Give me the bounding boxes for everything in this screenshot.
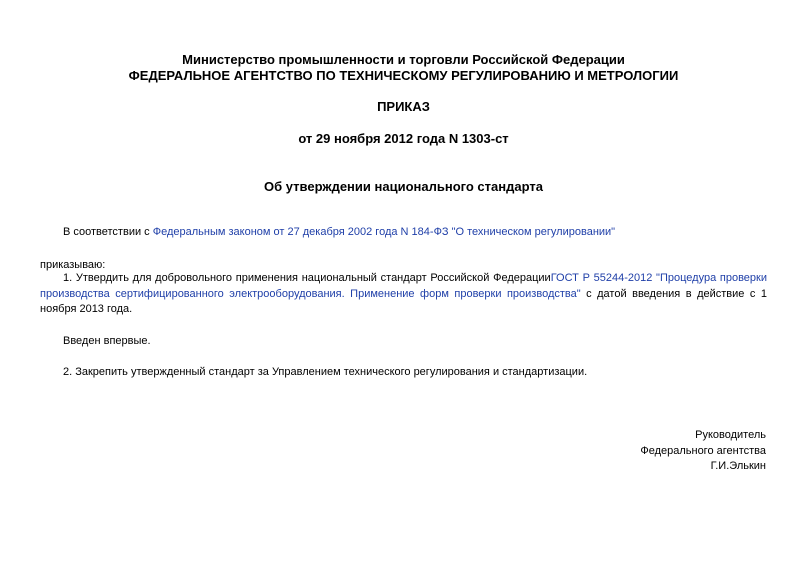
agency-heading: ФЕДЕРАЛЬНОЕ АГЕНТСТВО ПО ТЕХНИЧЕСКОМУ РЕГУЛИРОВАНИЮ И МЕТРОЛОГИИ	[128, 68, 679, 83]
item-2-paragraph: 2. Закрепить утвержденный стандарт за Управлением технического регулирования и стандартизации.	[63, 366, 588, 378]
item-1-prefix: 1. Утвердить для добровольного применения национальный стандарт Российской Федерации	[63, 272, 551, 284]
order-word: приказываю:	[40, 259, 106, 271]
item-1-suffix: с датой введения в действие с 1 ноября 2013 года.	[40, 287, 767, 315]
federal-law-link[interactable]: Федеральным законом от 27 декабря 2002 года N 184-ФЗ "О техническом регулировании"	[152, 226, 616, 238]
signature-block	[640, 428, 766, 475]
gost-standard-link[interactable]: ГОСТ Р 55244-2012 "Процедура проверки производства сертифицированного электрооборудования. Применение форм проверки производства"	[40, 272, 767, 300]
basis-prefix: В соответствии с	[63, 226, 153, 238]
item-1-paragraph	[40, 271, 767, 318]
basis-paragraph	[63, 225, 615, 239]
introduced-note: Введен впервые.	[63, 335, 151, 347]
document-title: Об утверждении национального стандарта	[264, 179, 543, 194]
order-date: от 29 ноября 2012 года N 1303-ст	[298, 131, 509, 146]
signature-position-line-1: Руководитель	[695, 429, 766, 441]
ministry-heading: Министерство промышленности и торговли Российской Федерации	[182, 52, 625, 67]
order-label: ПРИКАЗ	[377, 99, 430, 114]
signature-position-line-2: Федерального агентства	[640, 444, 766, 457]
signature-name: Г.И.Элькин	[710, 460, 766, 472]
